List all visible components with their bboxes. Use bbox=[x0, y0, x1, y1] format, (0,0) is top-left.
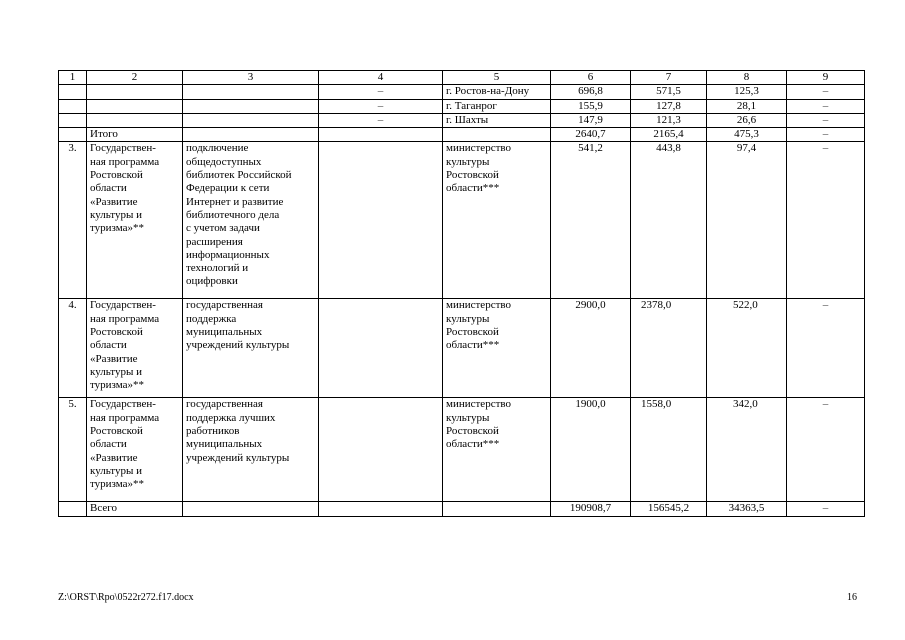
header-cell: 7 bbox=[631, 71, 707, 85]
cell-purpose: подключение общедоступных библиотек Российской Федерации к сети Интернет и развитие библиотечного дела с учетом задачи расширения информационных технологий и оцифровки bbox=[183, 142, 319, 299]
header-cell: 6 bbox=[551, 71, 631, 85]
cell-city: г. Ростов-на-Дону bbox=[443, 85, 551, 99]
table-row bbox=[59, 142, 865, 299]
table-row bbox=[59, 398, 865, 502]
cell-dash: – bbox=[319, 99, 443, 113]
header-cell: 5 bbox=[443, 71, 551, 85]
cell-agency: министерство культуры Ростовской области*** bbox=[443, 299, 551, 398]
cell-city: г. Шахты bbox=[443, 113, 551, 127]
cell-other: – bbox=[787, 398, 865, 502]
cell-other: – bbox=[787, 299, 865, 398]
cell-local: 522,0 bbox=[707, 299, 787, 398]
table-row bbox=[59, 99, 865, 113]
header-cell: 3 bbox=[183, 71, 319, 85]
cell-total: 1900,0 bbox=[551, 398, 631, 502]
cell-other: – bbox=[787, 142, 865, 299]
cell-regional: 2165,4 bbox=[631, 128, 707, 142]
cell-city: г. Таганрог bbox=[443, 99, 551, 113]
cell-purpose: государственная поддержка муниципальных учреждений культуры bbox=[183, 299, 319, 398]
row-number: 3. bbox=[59, 142, 87, 299]
cell-local: 34363,5 bbox=[707, 502, 787, 516]
cell-total: 696,8 bbox=[551, 85, 631, 99]
budget-table bbox=[58, 70, 865, 517]
cell-program: Государствен- ная программа Ростовской области «Развитие культуры и туризма»** bbox=[87, 299, 183, 398]
cell-program: Государствен- ная программа Ростовской области «Развитие культуры и туризма»** bbox=[87, 142, 183, 299]
cell-total: 2900,0 bbox=[551, 299, 631, 398]
header-cell: 1 bbox=[59, 71, 87, 85]
vsego-label: Всего bbox=[87, 502, 183, 516]
cell-total: 190908,7 bbox=[551, 502, 631, 516]
cell-regional: 2378,0 bbox=[631, 299, 707, 398]
itogo-label: Итого bbox=[87, 128, 183, 142]
header-cell: 8 bbox=[707, 71, 787, 85]
itogo-row bbox=[59, 128, 865, 142]
cell-other: – bbox=[787, 502, 865, 516]
cell-agency: министерство культуры Ростовской области*** bbox=[443, 142, 551, 299]
cell-regional: 571,5 bbox=[631, 85, 707, 99]
cell-regional: 127,8 bbox=[631, 99, 707, 113]
table-header-row bbox=[59, 71, 865, 85]
page-number: 16 bbox=[847, 592, 857, 603]
footer-file-path: Z:\ORST\Rpo\0522r272.f17.docx bbox=[58, 592, 194, 603]
cell-program: Государствен- ная программа Ростовской области «Развитие культуры и туризма»** bbox=[87, 398, 183, 502]
cell-dash: – bbox=[319, 85, 443, 99]
cell-other: – bbox=[787, 113, 865, 127]
header-cell: 4 bbox=[319, 71, 443, 85]
cell-regional: 121,3 bbox=[631, 113, 707, 127]
table-row bbox=[59, 299, 865, 398]
cell-total: 155,9 bbox=[551, 99, 631, 113]
cell-local: 475,3 bbox=[707, 128, 787, 142]
cell-regional: 1558,0 bbox=[631, 398, 707, 502]
cell-purpose: государственная поддержка лучших работников муниципальных учреждений культуры bbox=[183, 398, 319, 502]
cell-total: 2640,7 bbox=[551, 128, 631, 142]
cell-other: – bbox=[787, 85, 865, 99]
table-row bbox=[59, 85, 865, 99]
header-cell: 2 bbox=[87, 71, 183, 85]
cell-total: 147,9 bbox=[551, 113, 631, 127]
cell-local: 125,3 bbox=[707, 85, 787, 99]
cell-total: 541,2 bbox=[551, 142, 631, 299]
cell-local: 97,4 bbox=[707, 142, 787, 299]
cell-local: 342,0 bbox=[707, 398, 787, 502]
cell-local: 28,1 bbox=[707, 99, 787, 113]
row-number: 5. bbox=[59, 398, 87, 502]
row-number: 4. bbox=[59, 299, 87, 398]
cell-other: – bbox=[787, 99, 865, 113]
cell-regional: 156545,2 bbox=[631, 502, 707, 516]
cell-agency: министерство культуры Ростовской области*** bbox=[443, 398, 551, 502]
cell-regional: 443,8 bbox=[631, 142, 707, 299]
table-row bbox=[59, 113, 865, 127]
header-cell: 9 bbox=[787, 71, 865, 85]
cell-other: – bbox=[787, 128, 865, 142]
cell-local: 26,6 bbox=[707, 113, 787, 127]
vsego-row bbox=[59, 502, 865, 516]
cell-dash: – bbox=[319, 113, 443, 127]
